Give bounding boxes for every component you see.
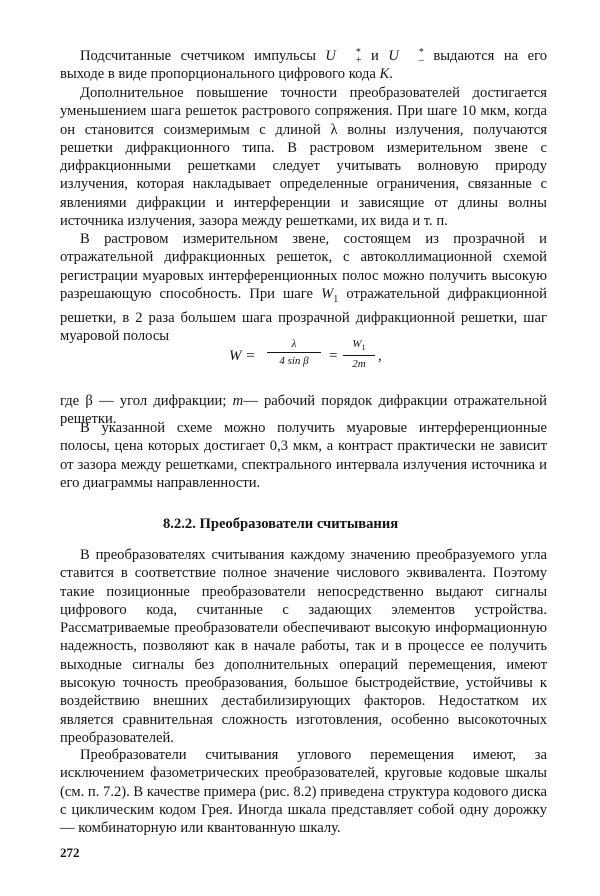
formula-equals: =: [328, 348, 339, 364]
paragraph-moire-scheme: [60, 230, 547, 346]
text-run: где β — угол дифракции;: [60, 393, 233, 409]
text-run: В растровом измерительном звене, состоящем из прозрачной и отражательной дифракционных решеток, с автоколлимационной схемой регистрации муаровых интерференционных полос можно получить высокую разрешающую способность. При шаге: [60, 231, 547, 302]
fraction-lambda: λ 4 sin β: [267, 338, 321, 368]
text-run: и: [361, 48, 389, 64]
text-run: отражательной дифракционной решетки, в 2 раза большем шага прозрачной дифракционной решетки, шаг муаровой полосы: [60, 285, 547, 345]
fraction-w1: $W_1$ 2m: [343, 338, 375, 371]
formula-moire-pitch: W = λ 4 sin β = $W_1$ 2m ,: [229, 338, 382, 371]
text-run: — рабочий порядок дифракции отражательной решетки.: [60, 393, 547, 428]
symbol-m: m: [232, 393, 244, 409]
page-number: 272: [60, 845, 80, 860]
paragraph-angular-converters: Преобразователи считывания углового перемещения имеют, за исключением фазометрических преобразователей, круговые кодовые шкалы (см. п. 7.2). В качестве примера (рис. 8.2) приведена структура кодового диска с циклическим кодом Грея. Иногда шкала представляет собой одну дорожку — комбинаторную или квантованную шкалу.: [60, 747, 547, 837]
paragraph-output-code: Подсчитанные счетчиком импульсы U * + и U * – выдаются на его выходе в виде пропорционального цифрового кода K.: [60, 47, 547, 83]
text-run: выдаются на его выходе в виде пропорционального цифрового кода: [60, 48, 547, 83]
symbol-w1: $W_1$: [321, 285, 339, 305]
symbol-k: K: [379, 66, 390, 83]
text-run: Подсчитанные счетчиком импульсы: [80, 48, 326, 64]
paragraph-reading-converters: В преобразователях считывания каждому значению преобразуемого угла ставится в соответствие полное значение числового эквивалента. Поэтому такие позиционные преобразователи непосредственно выдают сигналы цифрового кода, считанные с задающих элементов устройства. Рассматриваемые преобразователи обеспечивают высокую информационную надежность, позволяют как в начале работы, так и в процессе ее получить выходные сигналы без дополнительных операций перемещения, имеют высокую точность преобразования, большое быстродействие, устойчивы к воздействию внешних дестабилизирующих факторов. Недостатком их является сравнительная сложность изготовления, особенно высокоточных преобразователей.: [60, 547, 547, 746]
formula-lhs: W =: [229, 348, 256, 364]
paragraph-moire-result: В указанной схеме можно получить муаровые интерференционные полосы, цена которых достигает 0,3 мкм, а контраст практически не зависит от зазора между решетками, спектрального интервала излучения источника и его диаграммы направленности.: [60, 420, 547, 491]
section-heading: 8.2.2. Преобразователи считывания: [163, 516, 399, 532]
symbol-u-minus: U * –: [388, 47, 424, 66]
symbol-u-plus: U * +: [325, 47, 362, 66]
paragraph-diffraction-gratings: Дополнительное повышение точности преобразователей достигается уменьшением шага решеток растрового сопряжения. При шаге 10 мкм, когда он становится соизмеримым с длиной λ волны излучения, получаются решетки дифракционного типа. В растровом измерительном звене с дифракционными решетками следует учитывать волновую природу излучения, которая накладывает определенные ограничения, связанные с явлениями дифракции и интерференции и зависящие от длины волны источника излучения, зазора между решетками, их вида и т. п.: [60, 85, 547, 230]
